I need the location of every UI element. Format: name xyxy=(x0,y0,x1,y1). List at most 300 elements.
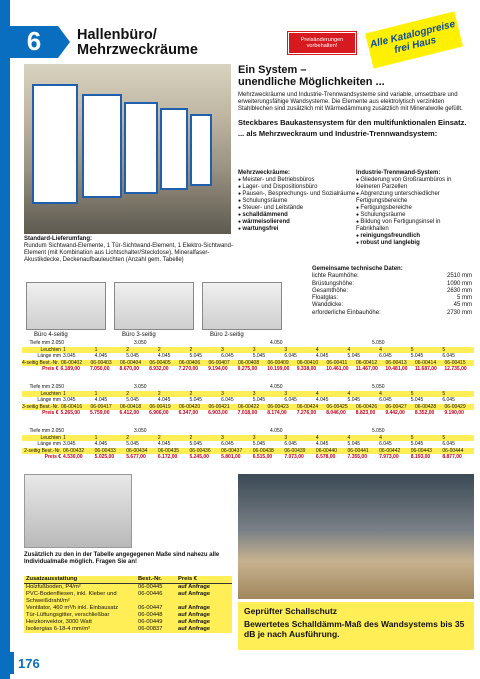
cell: PVC-Bodenfliesen, inkl. Kleber und Schweißdraht/m² xyxy=(26,591,117,604)
office-2-sided-image xyxy=(202,282,282,330)
cell xyxy=(202,384,236,391)
cell xyxy=(66,428,100,435)
cell: auf Anfrage xyxy=(178,626,210,632)
cell xyxy=(100,428,134,435)
cell: 9.190,00 xyxy=(444,410,464,417)
list-item: ● wärmeisolierend xyxy=(238,219,356,226)
cell: 3 xyxy=(252,434,256,441)
cell: 8.352,00 xyxy=(414,410,435,417)
tech-key: Gesamthöhe: xyxy=(312,287,349,294)
cell: 2 xyxy=(157,346,161,353)
cell xyxy=(236,384,270,391)
tech-key: Wanddicke: xyxy=(312,302,344,309)
cell: Ventilator, 460 m³/h inkl. Einbausatz xyxy=(26,605,119,611)
cell: 06-00442 xyxy=(379,447,401,454)
cell: 4.045 xyxy=(315,441,329,448)
cell: 06-00428 xyxy=(414,403,437,410)
cell: 2 xyxy=(189,346,193,353)
title-line2: Mehrzweckräume xyxy=(77,42,198,58)
cell: 06-00411 xyxy=(326,359,348,366)
cell: Länge mm xyxy=(37,441,62,448)
cell: 06-00402 xyxy=(60,359,83,366)
cell xyxy=(236,428,270,435)
cell: Isoliergias 6-18-4 mm/m² xyxy=(26,626,91,632)
price-note-badge: Preisänderungen vorbehalten! xyxy=(288,32,356,54)
cell: 4 xyxy=(315,346,319,353)
tech-value: 2630 mm xyxy=(446,287,472,294)
cell: 06-00435 xyxy=(157,447,180,454)
cell: 06-00444 xyxy=(442,447,464,454)
cell: 06-00413 xyxy=(385,359,407,366)
cell: Heizkonvektor, 3000 Watt xyxy=(26,619,92,625)
office-variants xyxy=(26,282,306,342)
cell: 2 xyxy=(126,346,130,353)
tech-data xyxy=(312,266,472,317)
cell: 06-00441 xyxy=(347,447,369,454)
cell: 5.759,00 xyxy=(90,410,110,417)
cell: 5 xyxy=(410,434,414,441)
cell: 06-00414 xyxy=(414,359,437,366)
cell: 2 xyxy=(157,390,161,397)
tech-row xyxy=(312,288,472,295)
cell: 06-00446 xyxy=(138,591,163,597)
list-item: ● Abgrenzung unterschiedlicher Fertigungsbereiche xyxy=(356,191,474,205)
cell: 3 xyxy=(284,346,288,353)
cell: 06-00406 xyxy=(178,359,201,366)
cell: 5.050 xyxy=(372,384,385,390)
cell: 4.045 xyxy=(157,397,171,404)
cell: 4 xyxy=(379,346,382,353)
list-item: ● Meister- und Betriebsbüros xyxy=(238,177,356,184)
cell: 06-00432 xyxy=(63,447,85,454)
cell: 4.050 xyxy=(270,384,283,390)
cell: Länge mm xyxy=(37,353,62,360)
chapter-sidebar xyxy=(0,0,10,679)
cell: Leuchten xyxy=(40,346,62,353)
cell: 6.412,00 xyxy=(119,410,140,417)
cell: 2 xyxy=(189,434,193,441)
cell: 3 xyxy=(284,434,288,441)
cell: 6.045 xyxy=(442,353,455,360)
office-photo xyxy=(24,64,231,234)
cell: Länge mm xyxy=(37,397,62,404)
table-row xyxy=(22,435,474,442)
cell: 3.050 xyxy=(134,384,147,390)
cell: 06-00422 xyxy=(237,403,260,410)
cell: 06-00426 xyxy=(355,403,378,410)
cell xyxy=(304,384,338,391)
cell: 4.045 xyxy=(157,353,171,360)
delivery-scope xyxy=(24,236,234,264)
cell: 6.045 xyxy=(379,441,392,448)
hall-photo xyxy=(238,474,474,599)
cell xyxy=(66,340,100,347)
intro-sub1: Steckbares Baukastensystem für den multifunktionalen Einsatz. xyxy=(238,118,467,127)
intro-heading-2: unendliche Möglichkeiten ... xyxy=(238,76,385,88)
cell: 5.025,00 xyxy=(94,454,115,461)
list-item: ● wartungsfrei xyxy=(238,226,356,233)
cell: auf Anfrage xyxy=(178,619,210,625)
cell: Tür-Lüftungsgitter, verschließbar xyxy=(26,612,110,618)
chapter-number: 6 xyxy=(10,26,58,58)
custom-size-note: Zusätzlich zu den in der Tabelle angegegenen Maße sind nahezu alle Individualmaße möglich. Fragen Sie an! xyxy=(24,552,220,565)
table-row xyxy=(22,441,474,448)
cell: 5.045 xyxy=(252,353,266,360)
cell: 1 xyxy=(94,434,98,441)
cell: 6.347,00 xyxy=(178,410,199,417)
tech-value: 2730 mm xyxy=(446,309,472,316)
cell: Leuchten xyxy=(40,434,62,441)
cell: 12.735,00 xyxy=(444,366,467,373)
cell: Preis € xyxy=(44,454,62,461)
list-item: ● reinigungsfreundlich xyxy=(356,233,474,240)
cell: 4.045 xyxy=(94,397,108,404)
office-3-sided-image xyxy=(114,282,194,330)
tech-row xyxy=(312,310,472,317)
cell: 06-00418 xyxy=(119,403,142,410)
cell: 7.050,00 xyxy=(90,366,110,373)
cell: 06-00437 xyxy=(221,447,243,454)
cell: 06-00405 xyxy=(149,359,171,366)
cell: 06-00445 xyxy=(138,584,163,590)
cell: 3 xyxy=(252,346,256,353)
cell: 10.199,00 xyxy=(267,366,290,373)
list-item: ● robust und langlebig xyxy=(356,240,474,247)
cell: 5 xyxy=(442,390,446,397)
cell: 7.276,00 xyxy=(296,410,317,417)
cell: 4.530,00 xyxy=(63,454,83,461)
cell: 5.045 xyxy=(126,397,139,404)
cell: 06-00419 xyxy=(149,403,171,410)
cell: 9.338,00 xyxy=(296,366,317,373)
cell: 06-00423 xyxy=(267,403,289,410)
cell: 5.045 xyxy=(347,397,361,404)
cell: 5.045 xyxy=(410,353,424,360)
cell: 1 xyxy=(63,346,66,353)
cell: 5.801,00 xyxy=(221,454,241,461)
cell: 2 xyxy=(189,390,193,397)
table-row xyxy=(22,397,474,404)
cell: 8.193,00 xyxy=(410,454,431,461)
table-row xyxy=(24,605,232,612)
cell: 6.903,00 xyxy=(208,410,228,417)
intro-text: Mehrzweckräume und Industrie-Trennwandsysteme sind variable, umsetzbare und erweiterungsfähige Wandsysteme. Die Elemente aus elektrolytisch verzinkten Stahlblechen sind zusätzlich mit Wärmedämmung zusätzlich mit Mineralwolle gefüllt. xyxy=(238,92,463,112)
list-item: ● Schulungsräume xyxy=(356,212,474,219)
cell: 06-00424 xyxy=(296,403,319,410)
cell: 06-00408 xyxy=(237,359,260,366)
cell xyxy=(168,340,202,347)
page-number: 176 xyxy=(18,656,40,671)
list-item: ● Lager- und Dispositionsbüro xyxy=(238,184,356,191)
office-photo-small xyxy=(24,474,132,548)
cell: auf Anfrage xyxy=(178,612,210,618)
cell: 7.018,00 xyxy=(237,410,258,417)
list-item: ● schalldämmend xyxy=(238,212,356,219)
cell: 3.050 xyxy=(134,428,147,434)
cell: 5.045 xyxy=(347,353,361,360)
cell: 1 xyxy=(63,390,66,397)
thumb-caption: Büro 4-seitig xyxy=(34,332,68,338)
list-item: ● Steuer- und Leitstände xyxy=(238,205,356,212)
cell: 8.174,00 xyxy=(267,410,287,417)
cell xyxy=(338,340,372,347)
delivery-scope-title: Standard-Lieferumfang: xyxy=(24,236,93,242)
chapter-chevron xyxy=(58,26,70,58)
table-row xyxy=(22,404,474,411)
cell: 06-00415 xyxy=(444,359,466,366)
cell: 8.670,00 xyxy=(119,366,140,373)
cell: 5.045 xyxy=(410,397,424,404)
cell: 4.045 xyxy=(315,353,329,360)
cell: 4.045 xyxy=(94,441,108,448)
cell: Preis € xyxy=(42,410,59,417)
page-title xyxy=(77,28,267,58)
cell: 7.073,00 xyxy=(284,454,304,461)
cell: 5.050 xyxy=(372,340,385,346)
price-table-2-sided xyxy=(22,428,474,461)
tech-value: 1090 mm xyxy=(446,280,472,287)
cell: 6.578,00 xyxy=(315,454,336,461)
thumb-caption: Büro 2-seitig xyxy=(210,332,244,338)
cell: 06-00427 xyxy=(385,403,407,410)
cell: 3 xyxy=(221,390,224,397)
table-row xyxy=(22,410,474,417)
cell: 6.045 xyxy=(442,397,455,404)
cell: 5 xyxy=(410,346,414,353)
cell: 6.045 xyxy=(284,397,297,404)
thumb-caption: Büro 3-seitig xyxy=(122,332,156,338)
cell: 4.045 xyxy=(157,441,171,448)
table-row xyxy=(24,626,232,633)
cell: 06-00447 xyxy=(138,605,163,611)
tech-row xyxy=(312,295,472,302)
cell: Leuchten xyxy=(40,390,62,397)
tech-value: 45 mm xyxy=(453,302,472,309)
cell: 6.045 xyxy=(379,353,392,360)
cell: 4 xyxy=(347,346,351,353)
cell: 5 xyxy=(442,346,446,353)
price-sticker: Alle Katalogpreise frei Haus xyxy=(365,11,463,68)
cell: 06-00443 xyxy=(410,447,432,454)
page-tab xyxy=(0,652,14,674)
cell: 5.677,00 xyxy=(126,454,146,461)
cell: 3 xyxy=(221,346,224,353)
cell: 9.194,00 xyxy=(208,366,228,373)
cell xyxy=(236,340,270,347)
cell: 06-00448 xyxy=(138,612,163,618)
cell: 06-00404 xyxy=(119,359,142,366)
cell: 06-00440 xyxy=(315,447,338,454)
cell: 6.906,00 xyxy=(149,410,169,417)
cell: Tiefe mm 2.050 xyxy=(29,428,64,434)
accessories-table xyxy=(24,576,232,633)
cell: auf Anfrage xyxy=(178,584,210,590)
cell: 06-00439 xyxy=(284,447,306,454)
cell: 6.172,00 xyxy=(157,454,178,461)
cell: 9.442,00 xyxy=(385,410,405,417)
cell: 5.045 xyxy=(126,441,139,448)
tech-value: 2510 mm xyxy=(446,273,472,280)
cell xyxy=(304,428,338,435)
intro-sub2: ... als Mehrzweckraum und Industrie-Trennwandsystem: xyxy=(238,128,438,138)
table-row xyxy=(22,448,474,455)
cell: 5.265,00 xyxy=(60,410,80,417)
cell: 8.823,00 xyxy=(355,410,376,417)
cell: 06-00416 xyxy=(60,403,83,410)
col-header: Zusatzausstattung xyxy=(26,576,78,582)
cell: 06-00434 xyxy=(126,447,148,454)
cell: 4 xyxy=(347,434,351,441)
price-table-4-sided xyxy=(22,340,474,373)
cell xyxy=(168,384,202,391)
cell: 2 xyxy=(157,434,161,441)
cell: 6.045 xyxy=(221,353,234,360)
cell: 4 xyxy=(379,390,382,397)
table-row xyxy=(24,619,232,626)
cell: 9.275,00 xyxy=(237,366,258,373)
cell: 2 xyxy=(126,390,130,397)
tech-row xyxy=(312,273,472,280)
cell: 4 xyxy=(347,390,351,397)
tech-row xyxy=(312,281,472,288)
col-header: Best.-Nr. xyxy=(138,576,162,582)
table-row xyxy=(24,584,232,591)
cell: 06-00412 xyxy=(355,359,378,366)
cell: auf Anfrage xyxy=(178,605,210,611)
table-row xyxy=(22,454,474,461)
cell: 06-00429 xyxy=(444,403,466,410)
cell: 3.050 xyxy=(134,340,147,346)
cell: 8.932,00 xyxy=(149,366,169,373)
intro-heading-1: Ein System – xyxy=(238,64,307,76)
cell: 5.045 xyxy=(189,353,202,360)
cell: 11.467,00 xyxy=(355,366,378,373)
delivery-scope-text: Rundum Sichtwand-Elemente, 1 Tür-Sichtwand-Element, 1 Elektro-Sichtwand-Element (mit Kombination aus Lichtschalter/Steckdose), Mineralfaser-Akustikdecke, Deckenaufbauleuchten (Anzahl gem. Tabelle) xyxy=(24,243,233,263)
table-row xyxy=(22,340,474,347)
table-row xyxy=(22,391,474,398)
cell: Holzfußboden, P4/m² xyxy=(26,584,81,590)
cell: 06-00837 xyxy=(138,626,163,632)
cell: 1 xyxy=(63,434,66,441)
cell: 7.270,00 xyxy=(178,366,199,373)
cell: 6.045 xyxy=(442,441,455,448)
cell: 4.045 xyxy=(94,353,108,360)
cell: 5 xyxy=(442,434,446,441)
cell: 5.045 xyxy=(126,353,139,360)
cell xyxy=(338,384,372,391)
cell: 06-00449 xyxy=(138,619,163,625)
cell: 5.045 xyxy=(252,397,266,404)
table-row xyxy=(22,428,474,435)
cell: 4.045 xyxy=(315,397,329,404)
cell: 06-00417 xyxy=(90,403,112,410)
cell: 4 xyxy=(315,434,319,441)
cell: 6.515,00 xyxy=(252,454,273,461)
table-row xyxy=(22,384,474,391)
tech-key: Brüstungshöhe: xyxy=(312,280,355,287)
cell: 5.045 xyxy=(189,397,202,404)
cell: 4 xyxy=(315,390,319,397)
cell: 10.461,00 xyxy=(326,366,349,373)
office-4-sided-image xyxy=(26,282,106,330)
tech-value: 5 mm xyxy=(457,295,472,302)
cell: 5.050 xyxy=(372,428,385,434)
tech-key: lichte Raumhöhe: xyxy=(312,273,359,280)
cell: 11.687,00 xyxy=(414,366,437,373)
cell: 06-00425 xyxy=(326,403,348,410)
cell: 3 xyxy=(221,434,224,441)
cell: 3.045 xyxy=(63,441,76,448)
cell: 8.877,00 xyxy=(442,454,462,461)
intro-block xyxy=(238,64,474,138)
cell: 1 xyxy=(94,390,98,397)
list-item: ● Pausen-, Besprechungs- und Sozialräume xyxy=(238,191,356,198)
cell: 4.050 xyxy=(270,428,283,434)
sound-insulation-box xyxy=(238,602,474,650)
cell: 6.045 xyxy=(221,441,234,448)
cell xyxy=(202,428,236,435)
table-row xyxy=(22,366,474,373)
cell: 6.045 xyxy=(221,397,234,404)
cell: 4-seitig Best.-Nr. xyxy=(22,359,59,366)
feature-lists xyxy=(238,170,474,247)
col-header: Preis € xyxy=(178,576,198,582)
cell: 6.045 xyxy=(284,441,297,448)
cell: 06-00407 xyxy=(208,359,230,366)
cell: 06-00438 xyxy=(252,447,274,454)
cell: 6.045 xyxy=(284,353,297,360)
tech-key: erforderliche Einbauhöhe: xyxy=(312,309,381,316)
cell: 5.045 xyxy=(189,441,202,448)
cell: 06-00421 xyxy=(208,403,230,410)
cell: 6.045 xyxy=(379,397,392,404)
cell: 2-seitig Best.-Nr. xyxy=(24,447,62,454)
table-row xyxy=(22,347,474,354)
cell: 10.481,00 xyxy=(385,366,408,373)
cell: 5.045 xyxy=(252,441,266,448)
cell: 8.046,00 xyxy=(326,410,346,417)
cell xyxy=(100,384,134,391)
accessories-header xyxy=(24,576,232,584)
tech-row xyxy=(312,302,472,309)
cell: 5.045 xyxy=(347,441,361,448)
cell: 06-00410 xyxy=(296,359,319,366)
list-item: ● Bildung von Fertigungsinsel in Fabrikhallen xyxy=(356,219,474,233)
cell: 5.245,00 xyxy=(189,454,209,461)
cell: 7.973,00 xyxy=(379,454,399,461)
list-item: ● Fertigungsbereiche xyxy=(356,205,474,212)
cell xyxy=(304,340,338,347)
cell: 06-00436 xyxy=(189,447,211,454)
cell: 06-00403 xyxy=(90,359,112,366)
sound-text: Bewertetes Schalldämm-Maß des Wandsystems bis 35 dB je nach Ausführung. xyxy=(244,619,465,639)
cell xyxy=(202,340,236,347)
cell: 3.045 xyxy=(63,353,76,360)
list-right xyxy=(356,170,474,247)
table-row xyxy=(24,612,232,619)
cell: 06-00433 xyxy=(94,447,116,454)
cell: 5.045 xyxy=(410,441,424,448)
list-left xyxy=(238,170,356,247)
cell: Preis € xyxy=(42,366,59,373)
title-line1: Hallenbüro/ xyxy=(77,27,157,43)
table-row xyxy=(22,353,474,360)
list-item: ● Gliederung von Großraumbüros in kleineren Parzellen xyxy=(356,177,474,191)
list-right-title: Industrie-Trennwand-System: xyxy=(356,170,441,176)
cell: 3.045 xyxy=(63,397,76,404)
cell: 4.050 xyxy=(270,340,283,346)
cell: 3 xyxy=(284,390,288,397)
